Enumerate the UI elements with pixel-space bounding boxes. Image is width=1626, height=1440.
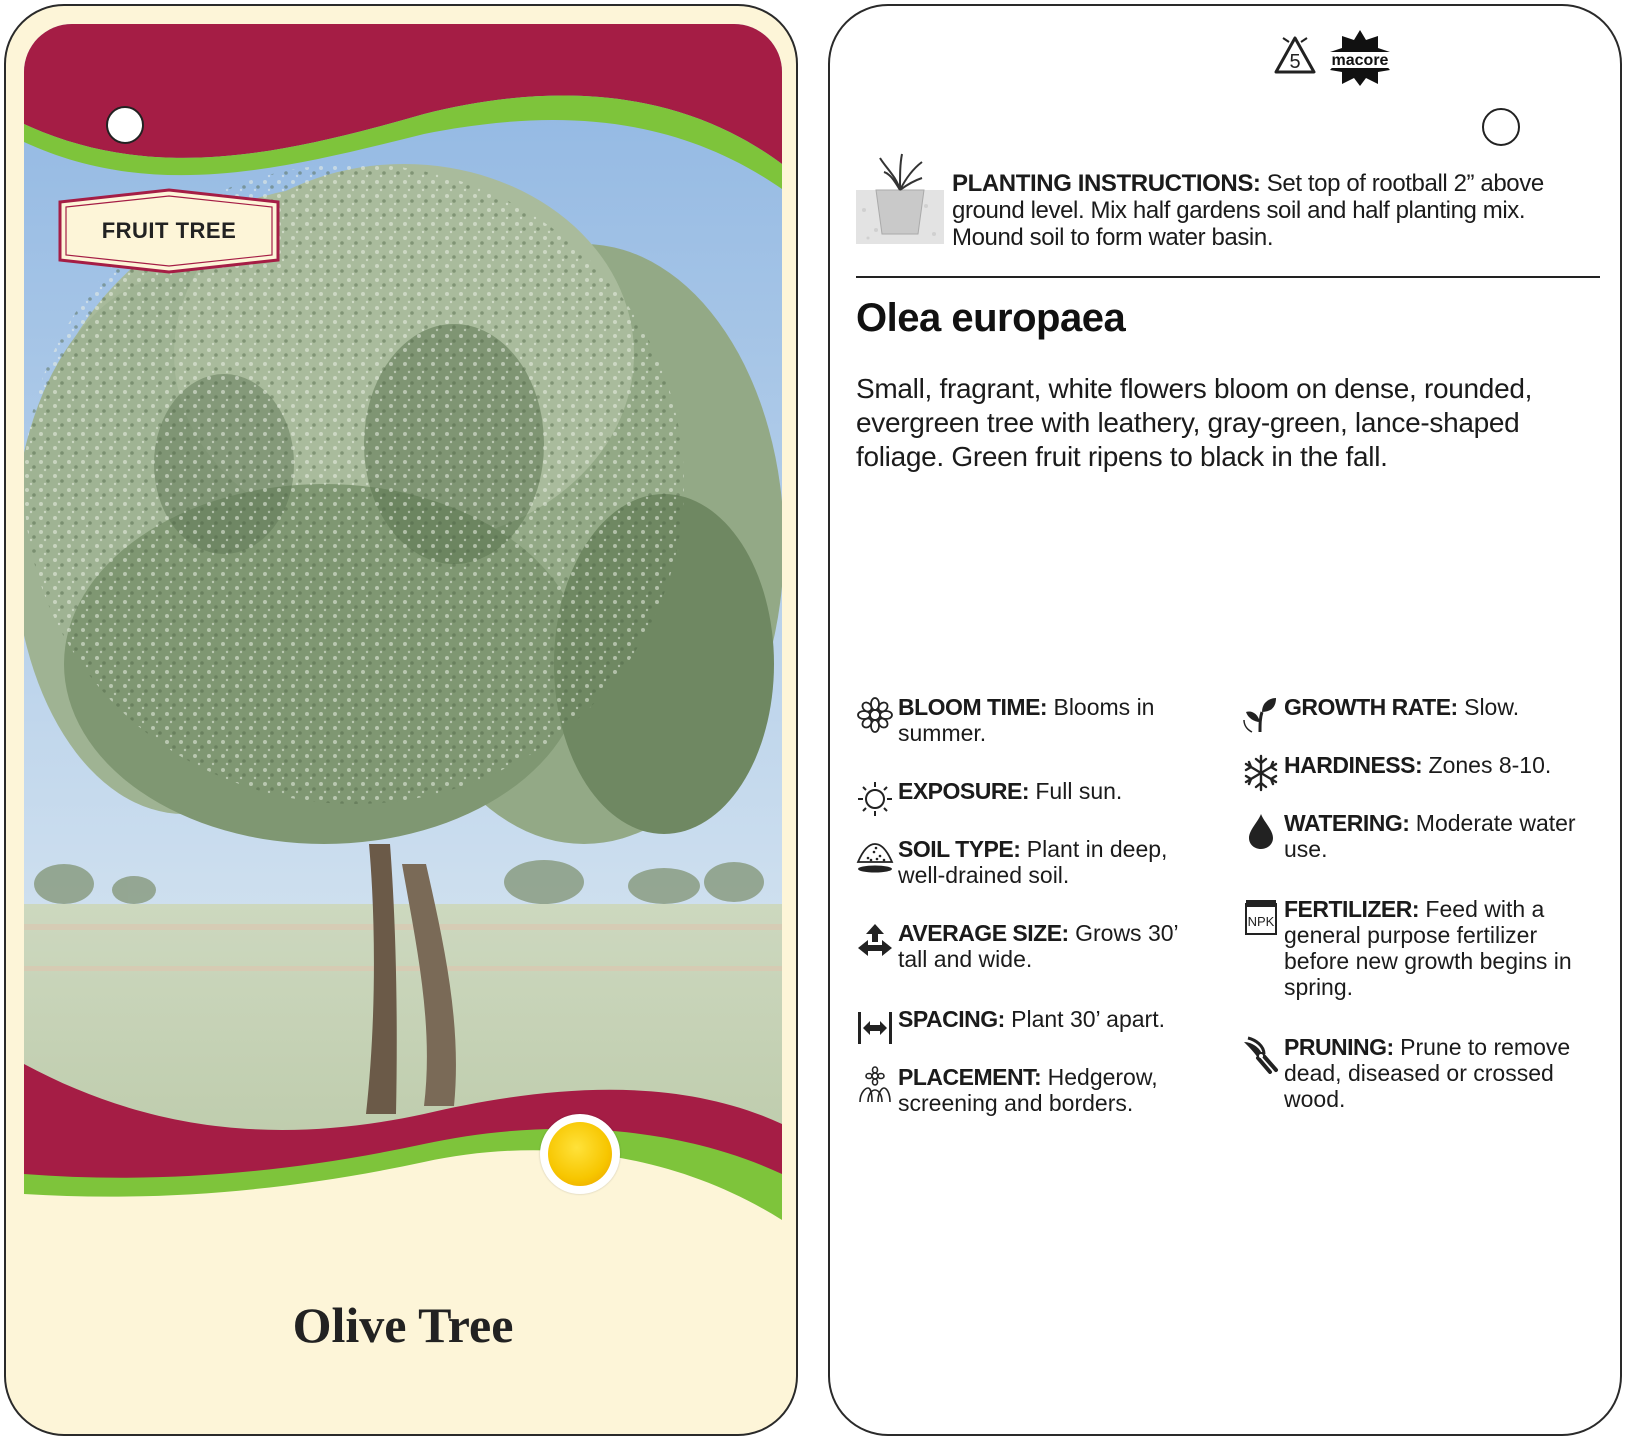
spacing-icon	[856, 1008, 894, 1046]
sprout-icon	[1242, 696, 1280, 734]
attribute-value: Grows 30’ tall and wide.	[898, 920, 1178, 972]
full-sun-icon	[540, 1114, 620, 1194]
sun-icon	[856, 780, 894, 818]
attribute-placement	[856, 1064, 1206, 1116]
attribute-value: Feed with a general purpose fertilizer before new growth begins in spring.	[1284, 896, 1572, 1000]
attribute-value: Moderate water use.	[1284, 810, 1576, 862]
planting-text	[952, 170, 1592, 251]
attribute-label: EXPOSURE:	[898, 778, 1029, 804]
attribute-value: Hedgerow, screening and borders.	[898, 1064, 1158, 1116]
attribute-value: Blooms in summer.	[898, 694, 1155, 746]
planting-body: Set top of rootball 2” above ground level. Mix half gardens soil and half planting mix. Mound soil to form water basin.	[952, 170, 1544, 251]
attribute-label: FERTILIZER:	[1284, 896, 1420, 922]
attribute-spacing	[856, 1006, 1206, 1032]
hang-hole	[106, 106, 144, 144]
attribute-hardiness	[1242, 752, 1592, 778]
attribute-soil-type	[856, 836, 1206, 888]
attribute-value: Prune to remove dead, diseased or crossed wood.	[1284, 1034, 1571, 1112]
attribute-watering	[1242, 810, 1592, 862]
attribute-label: SPACING:	[898, 1006, 1005, 1032]
attribute-label: WATERING:	[1284, 810, 1410, 836]
plant-description: Small, fragrant, white flowers bloom on dense, rounded, evergreen tree with leathery, gray-green, lance-shaped foliage. Green fruit ripens to black in the fall.	[856, 373, 1533, 472]
attribute-pruning	[1242, 1034, 1592, 1112]
potted-plant-icon	[856, 150, 944, 250]
attribute-value: Zones 8-10.	[1422, 752, 1552, 778]
attribute-label: GROWTH RATE:	[1284, 694, 1458, 720]
npk-label: NPK	[1247, 914, 1275, 929]
botanical-name: Olea europaea	[856, 296, 1126, 340]
planting-instructions	[856, 150, 1596, 260]
attribute-bloom-time	[856, 694, 1206, 746]
brand-name: macore	[1331, 52, 1389, 69]
attribute-label: PRUNING:	[1284, 1034, 1394, 1060]
recycle-icon	[1270, 34, 1320, 82]
category-badge	[58, 188, 280, 274]
attribute-label: HARDINESS:	[1284, 752, 1423, 778]
attribute-value: Full sun.	[1028, 778, 1123, 804]
attribute-label: AVERAGE SIZE:	[898, 920, 1069, 946]
back-tag	[828, 4, 1622, 1436]
pruners-icon	[1242, 1036, 1280, 1074]
attribute-growth-rate	[1242, 694, 1592, 720]
size-arrows-icon	[856, 922, 894, 960]
attribute-value: Plant 30’ apart.	[1004, 1006, 1165, 1032]
attribute-label: PLACEMENT:	[898, 1064, 1042, 1090]
attribute-label: SOIL TYPE:	[898, 836, 1021, 862]
soil-icon	[856, 838, 894, 876]
placement-icon	[856, 1066, 894, 1104]
attribute-label: BLOOM TIME:	[898, 694, 1048, 720]
attribute-fertilizer	[1242, 896, 1592, 1000]
macore-logo	[1326, 28, 1394, 88]
flower-icon	[856, 696, 894, 734]
hang-hole	[1482, 108, 1520, 146]
attribute-value: Plant in deep, well-drained soil.	[898, 836, 1168, 888]
front-tag	[4, 4, 798, 1436]
water-drop-icon	[1242, 812, 1280, 850]
planting-label: PLANTING INSTRUCTIONS:	[952, 170, 1261, 197]
category-label: FRUIT TREE	[101, 218, 237, 243]
attribute-value: Slow.	[1457, 694, 1520, 720]
front-panel	[24, 24, 782, 1234]
recycle-number: 5	[1289, 51, 1301, 73]
npk-icon	[1242, 898, 1280, 936]
divider	[856, 276, 1600, 278]
common-name: Olive Tree	[292, 1297, 514, 1353]
attribute-exposure	[856, 778, 1206, 804]
attribute-average-size	[856, 920, 1206, 972]
snowflake-icon	[1242, 754, 1280, 792]
